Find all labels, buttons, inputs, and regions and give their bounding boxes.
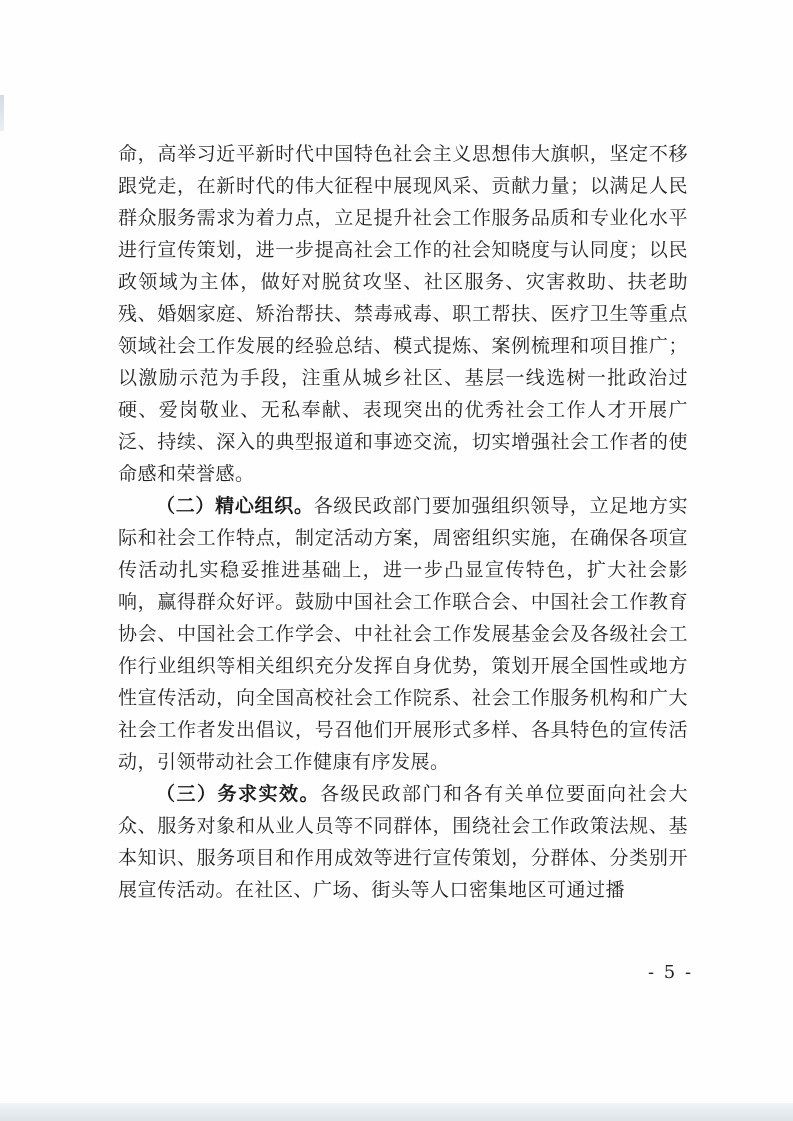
section-heading: （二）精心组织。 (156, 495, 314, 517)
scan-edge-mark (0, 95, 4, 131)
document-body (118, 138, 688, 906)
scan-bottom-edge (0, 1103, 793, 1121)
section-heading: （三）务求实效。 (156, 783, 320, 805)
page-number: - 5 - (648, 962, 694, 983)
paragraph-text: 命，高举习近平新时代中国特色社会主义思想伟大旗帜，坚定不移跟党走，在新时代的伟大征程中展现风采、贡献力量；以满足人民群众服务需求为着力点，立足提升社会工作服务品质和专业化水平进行宣传策划，进一步提高社会工作的社会知晓度与认同度；以民政领域为主体，做好对脱贫攻坚、社区服务、灾害救助、扶老助残、婚姻家庭、矫治帮扶、禁毒戒毒、职工帮扶、医疗卫生等重点领域社会工作发展的经验总结、模式提炼、案例梳理和项目推广；以激励示范为手段，注重从城乡社区、基层一线选树一批政治过硬、爱岗敬业、无私奉献、表现突出的优秀社会工作人才开展广泛、持续、深入的典型报道和事迹交流，切实增强社会工作者的使命感和荣誉感。 (118, 143, 688, 485)
paragraph-text: 各级民政部门和各有关单位要面向社会大众、服务对象和从业人员等不同群体，围绕社会工作政策法规、基本知识、服务项目和作用成效等进行宣传策划，分群体、分类别开展宣传活动。在社区、广场、街头等人口密集地区可通过播 (118, 783, 688, 901)
paragraph-text: 各级民政部门要加强组织领导，立足地方实际和社会工作特点，制定活动方案，周密组织实施，在确保各项宣传活动扎实稳妥推进基础上，进一步凸显宣传特色，扩大社会影响，赢得群众好评。鼓励中国社会工作联合会、中国社会工作教育协会、中国社会工作学会、中社社会工作发展基金会及各级社会工作行业组织等相关组织充分发挥自身优势，策划开展全国性或地方性宣传活动，向全国高校社会工作院系、社会工作服务机构和广大社会工作者发出倡议，号召他们开展形式多样、各具特色的宣传活动，引领带动社会工作健康有序发展。 (118, 495, 688, 773)
paragraph-section-2 (118, 490, 688, 778)
paragraph-section-3 (118, 778, 688, 906)
paragraph-continuation (118, 138, 688, 490)
